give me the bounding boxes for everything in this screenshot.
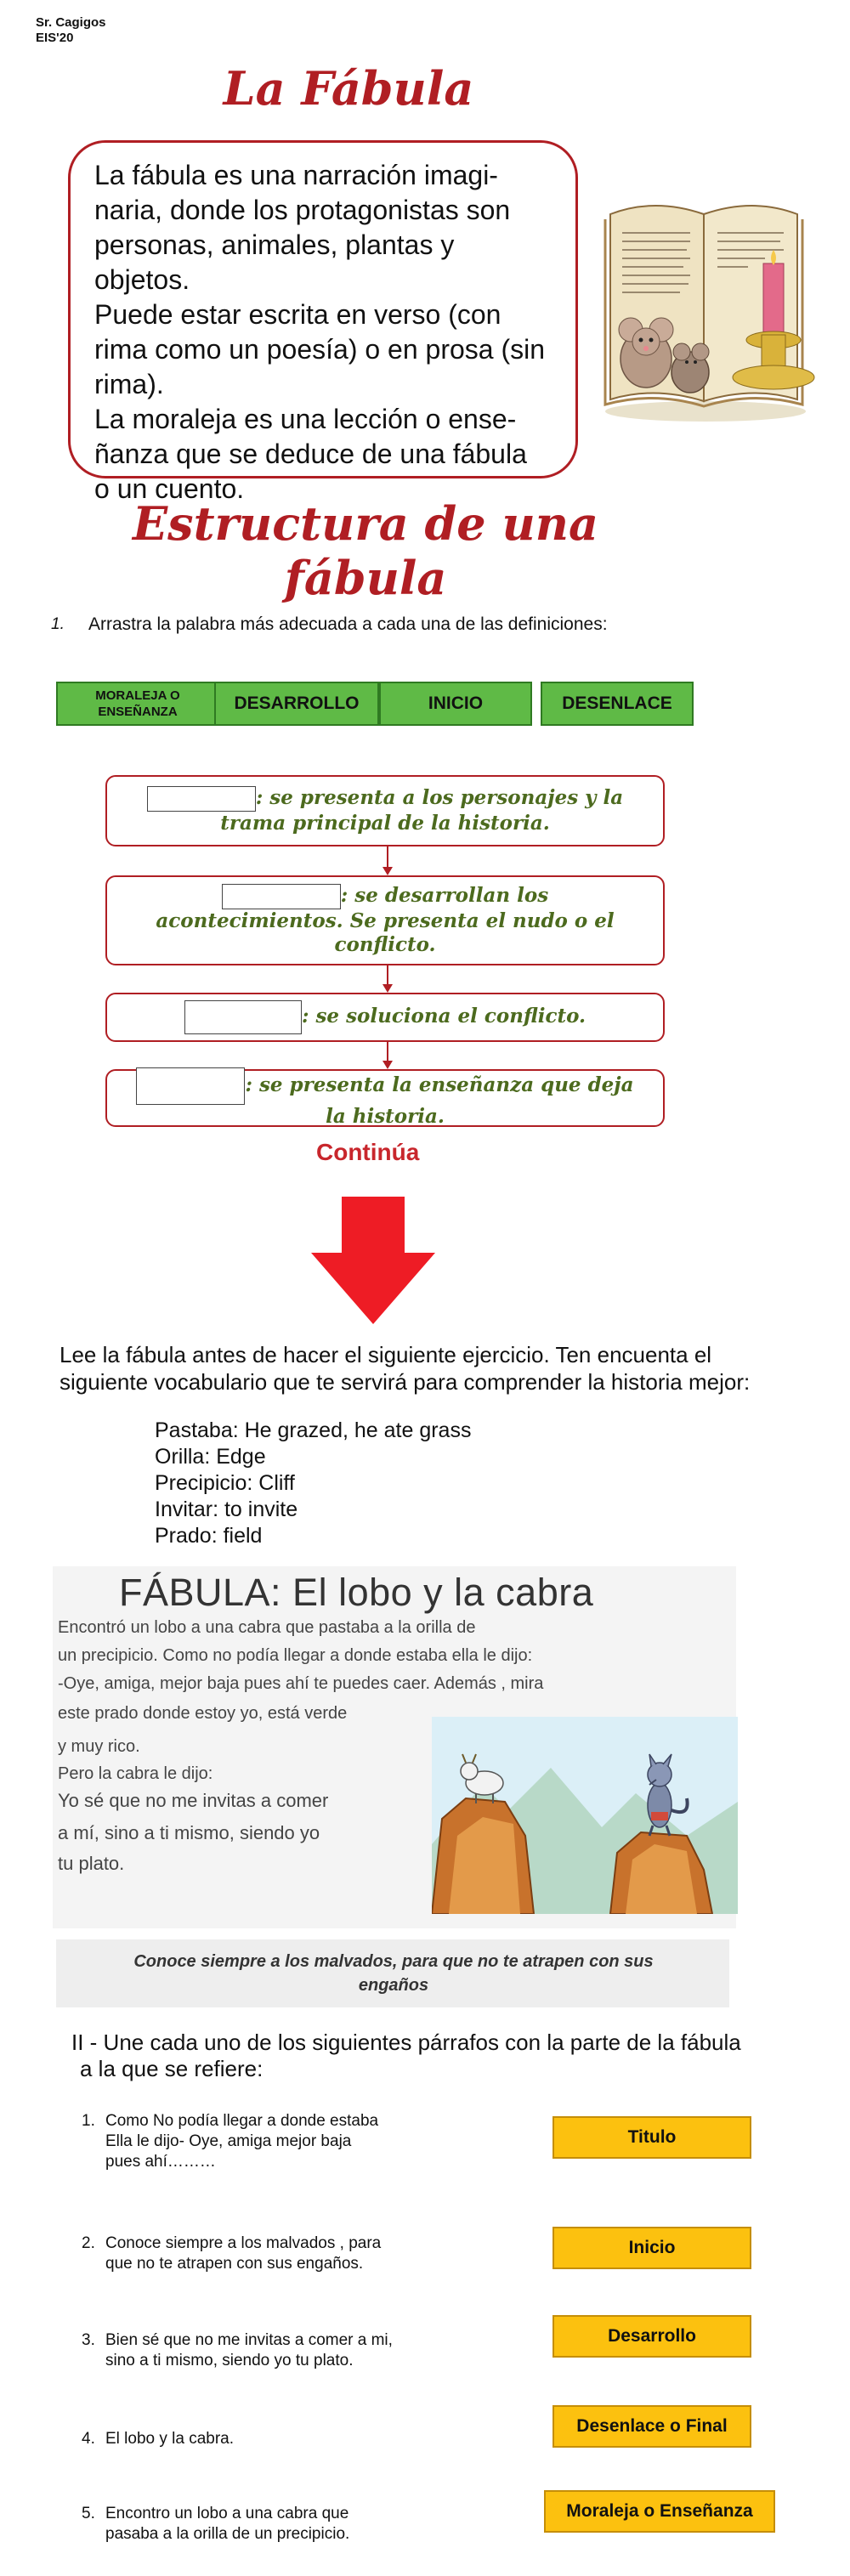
fable-moral-line: Conoce siempre a los malvados, para que no te atrapen con sus [133, 1952, 654, 1971]
vocabulary-item: Invitar: to invite [155, 1497, 298, 1521]
definition-text: conflicto. [334, 933, 436, 956]
paragraph-line: El lobo y la cabra. [105, 2430, 235, 2448]
wolf-goat-illustration [432, 1717, 738, 1914]
vocabulary-item: Orilla: Edge [155, 1445, 266, 1469]
exercise2-title [71, 2030, 768, 2082]
structure-title-line: Estructura de una [133, 496, 598, 551]
paragraph-number: 3. [82, 2331, 95, 2349]
instruction-number: 1. [51, 615, 65, 633]
reading-instruction-line: siguiente vocabulario que te servirá para comprender la historia mejor: [60, 1369, 751, 1395]
fable-moral [60, 1950, 728, 1997]
fable-line: -Oye, amiga, mejor baja pues ahí te puedes caer. Además , mira [58, 1674, 544, 1693]
paragraph-line: sino a ti mismo, siendo yo tu plato. [105, 2352, 354, 2369]
paragraph-number: 1. [82, 2112, 95, 2130]
exercise2-title-line: a la que se refiere: [80, 2056, 264, 2081]
word-inicio[interactable]: INICIO [379, 682, 532, 726]
paragraph-number: 5. [82, 2505, 95, 2522]
definition-line: La fábula es una narración imagi- [94, 160, 498, 190]
big-arrow-down-icon [311, 1197, 435, 1324]
fable-line: un precipicio. Como no podía llegar a donde estaba ella le dijo: [58, 1646, 533, 1665]
page-title: La Fábula [223, 61, 474, 116]
reading-instruction-line: Lee la fábula antes de hacer el siguiente ejercicio. Ten encuenta el [60, 1342, 712, 1367]
part-desarrollo[interactable]: Desarrollo [552, 2315, 751, 2358]
word-desarrollo[interactable]: DESARROLLO [214, 682, 379, 726]
fable-moral-line: engaños [358, 1976, 429, 1995]
author-name: Sr. Cagigos [36, 15, 106, 30]
definition-moraleja-box [105, 1069, 665, 1127]
paragraph-line: Bien sé que no me invitas a comer a mi, [105, 2331, 393, 2349]
definition-text: : se presenta a los personajes y la [255, 786, 624, 809]
fable-line: este prado donde estoy yo, está verde [58, 1704, 348, 1723]
part-desenlace[interactable]: Desenlace o Final [552, 2405, 751, 2448]
paragraph-line: Ella le dijo- Oye, amiga mejor baja [105, 2132, 352, 2150]
definition-line: o un cuento. [94, 473, 245, 504]
structure-title-line: fábula [284, 551, 447, 605]
definition-box [68, 140, 578, 504]
structure-title [119, 496, 612, 605]
definition-text: acontecimientos. Se presenta el nudo o el [156, 909, 615, 932]
course-label: EIS'20 [36, 31, 74, 45]
vocabulary-list [155, 1418, 471, 1549]
paragraph-number: 4. [82, 2430, 95, 2448]
drop-slot-desarrollo[interactable] [222, 884, 341, 909]
exercise2-title-line: II - Une cada uno de los siguientes párrafos con la parte de la fábula [71, 2030, 741, 2055]
vocabulary-item: Pastaba: He grazed, he ate grass [155, 1418, 472, 1442]
drop-slot-inicio[interactable] [147, 786, 256, 812]
definition-text: trama principal de la historia. [220, 812, 550, 835]
part-titulo[interactable]: Titulo [552, 2116, 751, 2159]
part-inicio[interactable]: Inicio [552, 2227, 751, 2269]
definition-text: : se presenta la enseñanza que deja [245, 1073, 634, 1096]
definition-line: naria, donde los protagonistas son [94, 195, 511, 225]
definition-line: ñanza que se deduce de una fábula [94, 439, 527, 469]
fable-line: tu plato. [58, 1853, 125, 1874]
arrow-down-icon [382, 846, 393, 875]
book-mice-illustration [595, 189, 818, 427]
definition-text: : se soluciona el conflicto. [301, 1005, 586, 1028]
definition-line: rima). [94, 369, 164, 399]
fable-line: y muy rico. [58, 1737, 140, 1756]
drop-slot-desenlace[interactable] [184, 1000, 302, 1034]
word-desenlace[interactable]: DESENLACE [541, 682, 694, 726]
definition-desenlace-box [105, 993, 665, 1042]
paragraph-line: pues ahí……… [105, 2153, 216, 2171]
vocabulary-item: Prado: field [155, 1524, 263, 1548]
paragraph-line: Conoce siempre a los malvados , para [105, 2234, 382, 2252]
definition-text: la historia. [326, 1105, 445, 1128]
paragraph-line: Encontro un lobo a una cabra que [105, 2505, 349, 2522]
paragraph-line: Como No podía llegar a donde estaba [105, 2112, 379, 2130]
fable-line: a mí, sino a ti mismo, siendo yo [58, 1822, 320, 1843]
definition-line: personas, animales, plantas y objetos. [94, 229, 455, 295]
definition-text: : se desarrollan los [340, 884, 549, 907]
definition-desarrollo-box [105, 875, 665, 965]
paragraph-line: pasaba a la orilla de un precipicio. [105, 2525, 350, 2543]
continue-label: Continúa [316, 1139, 420, 1165]
reading-instruction [60, 1341, 808, 1396]
paragraph-line: que no te atrapen con sus engaños. [105, 2255, 364, 2273]
word-moraleja[interactable]: MORALEJA O ENSEÑANZA [56, 682, 219, 726]
paragraph-number: 2. [82, 2234, 95, 2252]
definition-line: rima como un poesía) o en prosa (sin [94, 334, 546, 365]
definition-inicio-box [105, 775, 665, 846]
part-moraleja[interactable]: Moraleja o Enseñanza [544, 2490, 775, 2533]
arrow-down-icon [382, 1042, 393, 1069]
fable-line: Pero la cabra le dijo: [58, 1764, 213, 1783]
fable-title: FÁBULA: El lobo y la cabra [119, 1571, 594, 1614]
drop-slot-moraleja[interactable] [136, 1067, 245, 1105]
arrow-down-icon [382, 965, 393, 993]
vocabulary-item: Precipicio: Cliff [155, 1471, 295, 1495]
definition-line: Puede estar escrita en verso (con [94, 299, 502, 330]
instruction-text: Arrastra la palabra más adecuada a cada una de las definiciones: [88, 614, 608, 634]
definition-line: La moraleja es una lección o ense- [94, 404, 517, 434]
fable-line: Yo sé que no me invitas a comer [58, 1790, 329, 1811]
fable-line: Encontró un lobo a una cabra que pastaba a la orilla de [58, 1618, 476, 1637]
